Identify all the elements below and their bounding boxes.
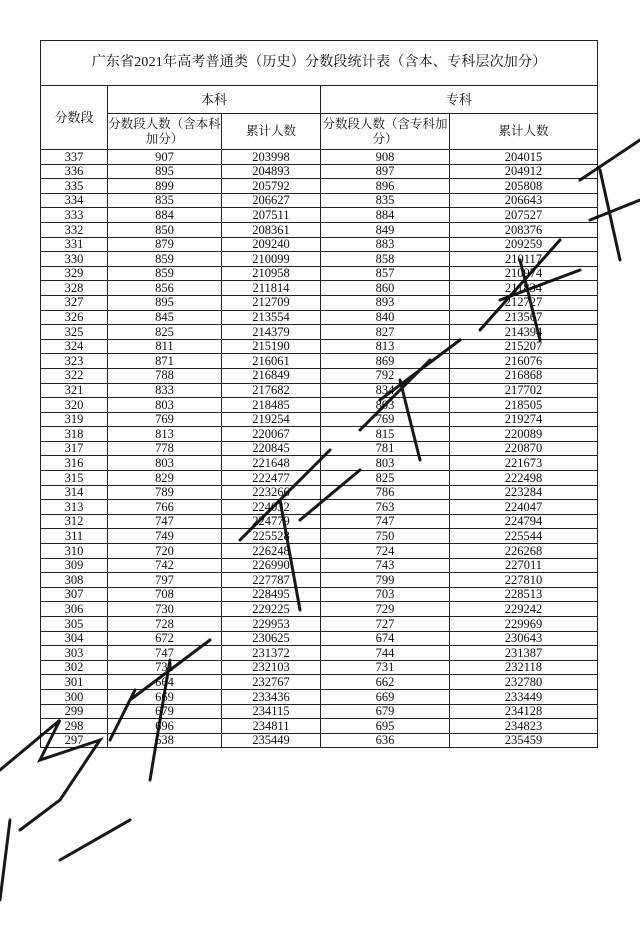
- cell-zhuanke-count: 743: [321, 558, 450, 573]
- cell-benke-cumulative: 232767: [222, 675, 321, 690]
- cell-benke-cumulative: 224779: [222, 514, 321, 529]
- cell-benke-cumulative: 228495: [222, 587, 321, 602]
- cell-benke-count: 907: [108, 150, 222, 165]
- cell-zhuanke-cumulative: 213567: [450, 310, 598, 325]
- cell-benke-cumulative: 235449: [222, 733, 321, 748]
- cell-score: 315: [41, 471, 108, 486]
- cell-score: 326: [41, 310, 108, 325]
- score-distribution-table: [40, 40, 598, 748]
- table-row: [41, 456, 598, 471]
- cell-benke-cumulative: 232103: [222, 660, 321, 675]
- cell-zhuanke-count: 835: [321, 193, 450, 208]
- cell-zhuanke-cumulative: 232780: [450, 675, 598, 690]
- cell-zhuanke-cumulative: 212727: [450, 295, 598, 310]
- cell-zhuanke-cumulative: 234128: [450, 704, 598, 719]
- cell-benke-count: 747: [108, 646, 222, 661]
- cell-benke-count: 742: [108, 558, 222, 573]
- cell-score: 323: [41, 354, 108, 369]
- cell-zhuanke-count: 763: [321, 500, 450, 515]
- header-benke-cumulative: 累计人数: [222, 114, 321, 150]
- cell-zhuanke-cumulative: 218505: [450, 398, 598, 413]
- cell-zhuanke-count: 747: [321, 514, 450, 529]
- cell-benke-count: 672: [108, 631, 222, 646]
- cell-zhuanke-count: 883: [321, 237, 450, 252]
- cell-score: 336: [41, 164, 108, 179]
- table-row: [41, 617, 598, 632]
- cell-zhuanke-count: 679: [321, 704, 450, 719]
- cell-benke-cumulative: 214379: [222, 325, 321, 340]
- cell-benke-count: 884: [108, 208, 222, 223]
- cell-benke-count: 835: [108, 193, 222, 208]
- table-row: [41, 179, 598, 194]
- cell-zhuanke-cumulative: 227810: [450, 573, 598, 588]
- cell-benke-count: 664: [108, 675, 222, 690]
- cell-benke-count: 679: [108, 704, 222, 719]
- cell-zhuanke-cumulative: 209259: [450, 237, 598, 252]
- cell-benke-count: 895: [108, 164, 222, 179]
- cell-zhuanke-count: 662: [321, 675, 450, 690]
- cell-zhuanke-count: 769: [321, 412, 450, 427]
- cell-benke-cumulative: 229225: [222, 602, 321, 617]
- cell-zhuanke-count: 727: [321, 617, 450, 632]
- cell-zhuanke-count: 729: [321, 602, 450, 617]
- cell-zhuanke-cumulative: 226268: [450, 544, 598, 559]
- cell-zhuanke-cumulative: 223284: [450, 485, 598, 500]
- cell-zhuanke-count: 908: [321, 150, 450, 165]
- cell-score: 318: [41, 427, 108, 442]
- cell-zhuanke-count: 792: [321, 368, 450, 383]
- cell-benke-count: 749: [108, 529, 222, 544]
- cell-score: 319: [41, 412, 108, 427]
- cell-score: 299: [41, 704, 108, 719]
- cell-benke-cumulative: 206627: [222, 193, 321, 208]
- table-row: [41, 558, 598, 573]
- table-row: [41, 427, 598, 442]
- table-row: [41, 339, 598, 354]
- cell-benke-cumulative: 207511: [222, 208, 321, 223]
- cell-benke-cumulative: 234811: [222, 719, 321, 734]
- cell-score: 302: [41, 660, 108, 675]
- cell-zhuanke-count: 695: [321, 719, 450, 734]
- table-row: [41, 485, 598, 500]
- cell-benke-count: 696: [108, 719, 222, 734]
- cell-zhuanke-count: 834: [321, 383, 450, 398]
- cell-benke-cumulative: 212709: [222, 295, 321, 310]
- cell-benke-cumulative: 234115: [222, 704, 321, 719]
- table-row: [41, 675, 598, 690]
- cell-zhuanke-count: 750: [321, 529, 450, 544]
- table-row: [41, 325, 598, 340]
- cell-zhuanke-count: 897: [321, 164, 450, 179]
- cell-zhuanke-count: 703: [321, 587, 450, 602]
- table-row: [41, 150, 598, 165]
- table-row: [41, 441, 598, 456]
- cell-score: 311: [41, 529, 108, 544]
- cell-score: 310: [41, 544, 108, 559]
- cell-score: 329: [41, 266, 108, 281]
- cell-zhuanke-cumulative: 229969: [450, 617, 598, 632]
- cell-benke-cumulative: 227787: [222, 573, 321, 588]
- cell-benke-count: 871: [108, 354, 222, 369]
- table-row: [41, 412, 598, 427]
- cell-score: 303: [41, 646, 108, 661]
- cell-benke-count: 803: [108, 456, 222, 471]
- cell-zhuanke-count: 815: [321, 427, 450, 442]
- cell-zhuanke-cumulative: 228513: [450, 587, 598, 602]
- cell-zhuanke-cumulative: 231387: [450, 646, 598, 661]
- cell-score: 334: [41, 193, 108, 208]
- cell-benke-cumulative: 205792: [222, 179, 321, 194]
- cell-benke-cumulative: 213554: [222, 310, 321, 325]
- cell-score: 317: [41, 441, 108, 456]
- cell-zhuanke-cumulative: 207527: [450, 208, 598, 223]
- cell-score: 314: [41, 485, 108, 500]
- cell-benke-count: 769: [108, 412, 222, 427]
- cell-score: 330: [41, 252, 108, 267]
- cell-zhuanke-cumulative: 227011: [450, 558, 598, 573]
- cell-score: 308: [41, 573, 108, 588]
- cell-benke-cumulative: 220067: [222, 427, 321, 442]
- cell-score: 324: [41, 339, 108, 354]
- cell-zhuanke-count: 825: [321, 471, 450, 486]
- cell-score: 313: [41, 500, 108, 515]
- cell-score: 304: [41, 631, 108, 646]
- cell-score: 298: [41, 719, 108, 734]
- cell-zhuanke-cumulative: 210974: [450, 266, 598, 281]
- table-row: [41, 514, 598, 529]
- cell-benke-count: 850: [108, 222, 222, 237]
- table-row: [41, 310, 598, 325]
- cell-benke-cumulative: 219254: [222, 412, 321, 427]
- cell-zhuanke-count: 884: [321, 208, 450, 223]
- table-row: [41, 295, 598, 310]
- cell-benke-cumulative: 226248: [222, 544, 321, 559]
- table-row: [41, 587, 598, 602]
- cell-zhuanke-cumulative: 216076: [450, 354, 598, 369]
- cell-zhuanke-count: 724: [321, 544, 450, 559]
- cell-benke-count: 766: [108, 500, 222, 515]
- cell-score: 300: [41, 689, 108, 704]
- cell-zhuanke-cumulative: 204015: [450, 150, 598, 165]
- table-row: [41, 719, 598, 734]
- table-row: [41, 646, 598, 661]
- cell-benke-count: 811: [108, 339, 222, 354]
- cell-zhuanke-cumulative: 220089: [450, 427, 598, 442]
- cell-score: 297: [41, 733, 108, 748]
- cell-zhuanke-cumulative: 204912: [450, 164, 598, 179]
- cell-benke-count: 638: [108, 733, 222, 748]
- cell-score: 307: [41, 587, 108, 602]
- header-benke: 本科: [108, 86, 321, 114]
- cell-benke-count: 879: [108, 237, 222, 252]
- cell-score: 301: [41, 675, 108, 690]
- cell-zhuanke-cumulative: 219274: [450, 412, 598, 427]
- table-row: [41, 471, 598, 486]
- table-row: [41, 529, 598, 544]
- cell-zhuanke-cumulative: 215207: [450, 339, 598, 354]
- table-row: [41, 193, 598, 208]
- cell-benke-count: 708: [108, 587, 222, 602]
- cell-score: 322: [41, 368, 108, 383]
- cell-benke-cumulative: 223266: [222, 485, 321, 500]
- cell-zhuanke-count: 893: [321, 295, 450, 310]
- cell-zhuanke-count: 849: [321, 222, 450, 237]
- table-row: [41, 500, 598, 515]
- cell-zhuanke-cumulative: 210117: [450, 252, 598, 267]
- table-row: [41, 281, 598, 296]
- cell-zhuanke-count: 731: [321, 660, 450, 675]
- cell-zhuanke-cumulative: 217702: [450, 383, 598, 398]
- cell-score: 305: [41, 617, 108, 632]
- cell-benke-count: 845: [108, 310, 222, 325]
- cell-score: 335: [41, 179, 108, 194]
- cell-zhuanke-cumulative: 225544: [450, 529, 598, 544]
- cell-benke-cumulative: 216061: [222, 354, 321, 369]
- table-row: [41, 602, 598, 617]
- cell-benke-count: 778: [108, 441, 222, 456]
- cell-benke-count: 833: [108, 383, 222, 398]
- cell-score: 321: [41, 383, 108, 398]
- cell-zhuanke-cumulative: 230643: [450, 631, 598, 646]
- table-row: [41, 544, 598, 559]
- cell-benke-cumulative: 210099: [222, 252, 321, 267]
- cell-zhuanke-count: 636: [321, 733, 450, 748]
- table-row: [41, 368, 598, 383]
- cell-benke-count: 825: [108, 325, 222, 340]
- cell-benke-count: 788: [108, 368, 222, 383]
- cell-zhuanke-cumulative: 206643: [450, 193, 598, 208]
- cell-zhuanke-cumulative: 234823: [450, 719, 598, 734]
- table-row: [41, 354, 598, 369]
- cell-benke-cumulative: 216849: [222, 368, 321, 383]
- cell-benke-cumulative: 208361: [222, 222, 321, 237]
- cell-zhuanke-count: 858: [321, 252, 450, 267]
- table-row: [41, 573, 598, 588]
- cell-zhuanke-count: 813: [321, 339, 450, 354]
- cell-benke-cumulative: 215190: [222, 339, 321, 354]
- cell-score: 332: [41, 222, 108, 237]
- cell-benke-count: 829: [108, 471, 222, 486]
- cell-benke-cumulative: 203998: [222, 150, 321, 165]
- cell-zhuanke-count: 744: [321, 646, 450, 661]
- cell-benke-count: 859: [108, 266, 222, 281]
- table-row: [41, 660, 598, 675]
- cell-benke-cumulative: 222477: [222, 471, 321, 486]
- cell-zhuanke-count: 781: [321, 441, 450, 456]
- cell-zhuanke-count: 896: [321, 179, 450, 194]
- cell-zhuanke-count: 799: [321, 573, 450, 588]
- cell-benke-cumulative: 221648: [222, 456, 321, 471]
- header-score: 分数段: [41, 86, 108, 150]
- table-row: [41, 237, 598, 252]
- cell-benke-count: 899: [108, 179, 222, 194]
- cell-zhuanke-cumulative: 222498: [450, 471, 598, 486]
- cell-benke-count: 669: [108, 689, 222, 704]
- cell-zhuanke-cumulative: 235459: [450, 733, 598, 748]
- cell-benke-cumulative: 211814: [222, 281, 321, 296]
- cell-benke-cumulative: 217682: [222, 383, 321, 398]
- cell-zhuanke-count: 860: [321, 281, 450, 296]
- table-row: [41, 208, 598, 223]
- cell-benke-cumulative: 209240: [222, 237, 321, 252]
- table-row: [41, 398, 598, 413]
- cell-benke-cumulative: 224032: [222, 500, 321, 515]
- cell-benke-cumulative: 210958: [222, 266, 321, 281]
- cell-score: 328: [41, 281, 108, 296]
- cell-score: 316: [41, 456, 108, 471]
- cell-benke-count: 789: [108, 485, 222, 500]
- cell-benke-count: 720: [108, 544, 222, 559]
- cell-benke-cumulative: 231372: [222, 646, 321, 661]
- cell-benke-count: 731: [108, 660, 222, 675]
- cell-benke-count: 895: [108, 295, 222, 310]
- header-zhuanke-count: 分数段人数（含专科加分）: [321, 114, 450, 150]
- cell-benke-count: 797: [108, 573, 222, 588]
- cell-zhuanke-count: 674: [321, 631, 450, 646]
- cell-zhuanke-count: 669: [321, 689, 450, 704]
- cell-benke-count: 859: [108, 252, 222, 267]
- cell-benke-cumulative: 218485: [222, 398, 321, 413]
- cell-zhuanke-cumulative: 224047: [450, 500, 598, 515]
- cell-benke-count: 730: [108, 602, 222, 617]
- cell-benke-count: 728: [108, 617, 222, 632]
- cell-score: 312: [41, 514, 108, 529]
- table-row: [41, 733, 598, 748]
- table-title: 广东省2021年高考普通类（历史）分数段统计表（含本、专科层次加分）: [41, 41, 598, 86]
- cell-zhuanke-count: 857: [321, 266, 450, 281]
- cell-zhuanke-cumulative: 221673: [450, 456, 598, 471]
- cell-benke-cumulative: 225528: [222, 529, 321, 544]
- table-row: [41, 266, 598, 281]
- cell-zhuanke-cumulative: 229242: [450, 602, 598, 617]
- cell-score: 333: [41, 208, 108, 223]
- cell-score: 309: [41, 558, 108, 573]
- cell-benke-cumulative: 233436: [222, 689, 321, 704]
- cell-zhuanke-count: 803: [321, 398, 450, 413]
- cell-score: 331: [41, 237, 108, 252]
- cell-benke-cumulative: 230625: [222, 631, 321, 646]
- table-row: [41, 704, 598, 719]
- cell-benke-cumulative: 204893: [222, 164, 321, 179]
- cell-zhuanke-count: 803: [321, 456, 450, 471]
- cell-benke-count: 747: [108, 514, 222, 529]
- cell-zhuanke-count: 786: [321, 485, 450, 500]
- cell-score: 306: [41, 602, 108, 617]
- table-row: [41, 383, 598, 398]
- cell-benke-cumulative: 220845: [222, 441, 321, 456]
- table-row: [41, 252, 598, 267]
- cell-zhuanke-cumulative: 224794: [450, 514, 598, 529]
- cell-zhuanke-cumulative: 214394: [450, 325, 598, 340]
- header-zhuanke: 专科: [321, 86, 598, 114]
- cell-score: 337: [41, 150, 108, 165]
- cell-benke-count: 813: [108, 427, 222, 442]
- cell-zhuanke-count: 840: [321, 310, 450, 325]
- cell-score: 320: [41, 398, 108, 413]
- cell-zhuanke-cumulative: 233449: [450, 689, 598, 704]
- table-body: [41, 150, 598, 748]
- header-benke-count: 分数段人数（含本科加分）: [108, 114, 222, 150]
- table-row: [41, 689, 598, 704]
- header-zhuanke-cumulative: 累计人数: [450, 114, 598, 150]
- table-row: [41, 631, 598, 646]
- cell-zhuanke-cumulative: 220870: [450, 441, 598, 456]
- cell-zhuanke-cumulative: 216868: [450, 368, 598, 383]
- table-row: [41, 222, 598, 237]
- cell-benke-count: 803: [108, 398, 222, 413]
- cell-zhuanke-cumulative: 232118: [450, 660, 598, 675]
- cell-benke-cumulative: 229953: [222, 617, 321, 632]
- cell-score: 325: [41, 325, 108, 340]
- cell-zhuanke-cumulative: 211834: [450, 281, 598, 296]
- table-row: [41, 164, 598, 179]
- cell-benke-cumulative: 226990: [222, 558, 321, 573]
- cell-benke-count: 856: [108, 281, 222, 296]
- cell-zhuanke-cumulative: 205808: [450, 179, 598, 194]
- cell-zhuanke-cumulative: 208376: [450, 222, 598, 237]
- cell-zhuanke-count: 869: [321, 354, 450, 369]
- cell-zhuanke-count: 827: [321, 325, 450, 340]
- cell-score: 327: [41, 295, 108, 310]
